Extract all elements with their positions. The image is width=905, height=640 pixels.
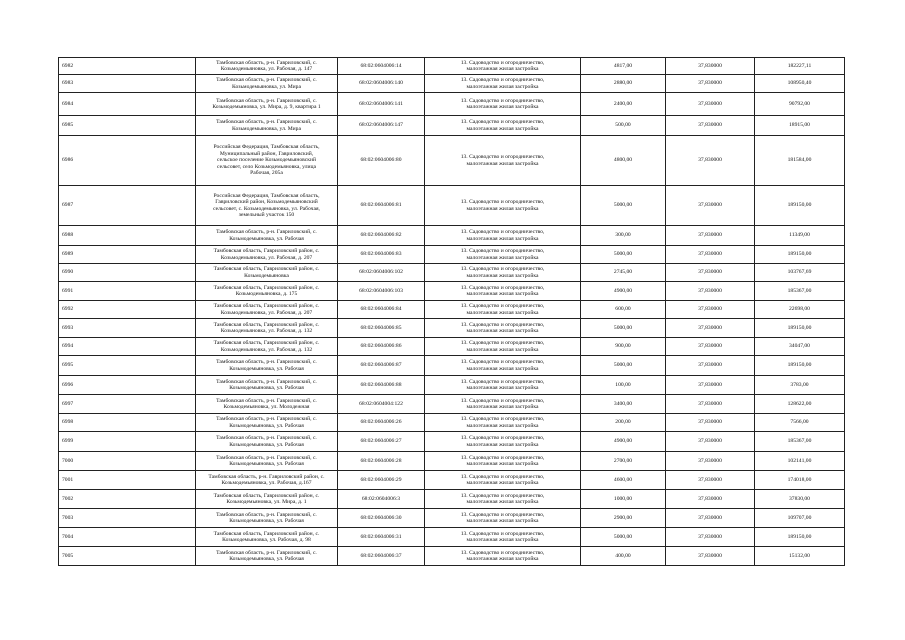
- cadastral-value-cell: 128622,00: [755, 395, 845, 414]
- land-use-cell: [425, 490, 581, 509]
- cadastral-value-cell: 189150,00: [755, 528, 845, 547]
- address-cell-line: Тамбовская область, Гавриловский район, с.: [213, 340, 320, 347]
- area-cell: 5000,00: [581, 356, 666, 376]
- address-cell: [196, 490, 338, 509]
- address-cell: [196, 186, 338, 226]
- row-number: 6997: [59, 395, 196, 414]
- land-use-cell-line: малоэтажная жилая застройка: [466, 346, 539, 353]
- area-cell: 5000,00: [581, 186, 666, 226]
- address-cell: [196, 452, 338, 471]
- land-use-cell-line: малоэтажная жилая застройка: [466, 83, 539, 90]
- cadastral-value-cell: 189150,00: [755, 246, 845, 264]
- area-cell: 600,00: [581, 301, 666, 319]
- cadastral-number: 68:02:0604006:83: [338, 246, 425, 264]
- address-cell: [196, 226, 338, 246]
- land-use-cell: [425, 264, 581, 282]
- land-use-cell: [425, 226, 581, 246]
- land-use-cell-line: 13. Садоводство и огородничество,: [460, 266, 545, 273]
- address-cell-line: сельсовет, село Козьмодемьяновка, улица: [217, 163, 316, 170]
- address-cell-line: Тамбовская область, р-н. Гавриловский, с.: [216, 378, 317, 385]
- address-cell-line: Козьмодемьяновка, ул. Рабочая: [229, 518, 304, 524]
- cadastral-value-cell: 90792,00: [755, 93, 845, 116]
- cadastral-number: 68:02:0604006:3: [338, 490, 425, 509]
- cadastral-value-cell: 15132,00: [755, 547, 845, 566]
- land-use-cell-line: 13. Садоводство и огородничество,: [460, 397, 545, 404]
- address-cell-line: Козьмодемьяновка, ул. Рабочая, д. 147: [220, 66, 313, 72]
- cadastral-number: 68:02:0604006:87: [338, 356, 425, 376]
- address-cell-line: Козьмодемьяновка, ул. Рабочая, д.167: [221, 480, 312, 486]
- land-use-cell-line: 13. Садоводство и огородничество,: [460, 229, 545, 236]
- row-number: 6987: [59, 186, 196, 226]
- row-number: 6986: [59, 136, 196, 186]
- specific-value-cell: 37,830000: [666, 116, 755, 136]
- address-cell-line: Тамбовская область, Гавриловский район, с.: [213, 284, 320, 291]
- area-cell: 4900,00: [581, 432, 666, 452]
- land-use-cell: [425, 246, 581, 264]
- table-row: [59, 509, 845, 528]
- row-number: 7005: [59, 547, 196, 566]
- address-cell: [196, 319, 338, 338]
- cadastral-number: 68:02:0604006:29: [338, 471, 425, 490]
- address-cell-line: Козьмодемьяновка, ул. Рабочая: [229, 235, 304, 242]
- land-use-cell: [425, 301, 581, 319]
- land-use-cell-line: 13. Садоводство и огородничество,: [460, 549, 545, 556]
- land-use-cell-line: 13. Садоводство и огородничество,: [460, 303, 545, 310]
- land-use-cell: [425, 319, 581, 338]
- land-use-cell-line: малоэтажная жилая застройка: [466, 365, 539, 372]
- address-cell-line: Козьмодемьяновка, ул. Мира, д. 1: [226, 499, 307, 505]
- address-cell-line: Тамбовская область, р-н. Гавриловский, с.: [216, 229, 317, 236]
- land-use-cell: [425, 338, 581, 356]
- cadastral-value-cell: 108950,40: [755, 75, 845, 93]
- cadastral-number: 68:02:0604006:84: [338, 301, 425, 319]
- address-cell: [196, 395, 338, 414]
- specific-value-cell: 37,830000: [666, 58, 755, 75]
- land-use-cell: [425, 376, 581, 395]
- table-row: [59, 338, 845, 356]
- land-use-cell: [425, 356, 581, 376]
- land-use-cell: [425, 509, 581, 528]
- specific-value-cell: 37,830000: [666, 301, 755, 319]
- land-use-cell-line: 13. Садоводство и огородничество,: [460, 340, 545, 347]
- cadastral-number: 68:02:0604006:85: [338, 319, 425, 338]
- specific-value-cell: 37,830000: [666, 452, 755, 471]
- table-row: [59, 528, 845, 547]
- address-cell: [196, 356, 338, 376]
- land-use-cell-line: 13. Садоводство и огородничество,: [460, 530, 545, 537]
- row-number: 6993: [59, 319, 196, 338]
- address-cell-line: Козьмодемьяновка, ул. Рабочая, д. 98: [222, 537, 311, 543]
- address-cell-line: сельское поселение Козьмодемьяновский: [217, 157, 316, 164]
- address-cell-line: Тамбовская область, р-н. Гавриловский, с.: [216, 397, 317, 404]
- specific-value-cell: 37,830000: [666, 432, 755, 452]
- land-use-cell-line: малоэтажная жилая застройка: [466, 125, 539, 132]
- address-cell-line: Козьмодемьяновка, ул. Рабочая: [229, 365, 304, 372]
- row-number: 6989: [59, 246, 196, 264]
- address-cell-line: Козьмодемьяновка, д. 175: [235, 291, 298, 297]
- specific-value-cell: 37,830000: [666, 376, 755, 395]
- cadastral-number: 68:02:0604006:141: [338, 93, 425, 116]
- address-cell: [196, 136, 338, 186]
- cadastral-value-cell: 103767,69: [755, 264, 845, 282]
- table-row: [59, 471, 845, 490]
- address-cell-line: Козьмодемьяновка, ул. Рабочая, д. 132: [220, 328, 313, 334]
- table-row: [59, 395, 845, 414]
- address-cell-line: Тамбовская область, Гавриловский район, с.: [213, 248, 320, 255]
- land-use-cell: [425, 414, 581, 432]
- land-use-cell-line: малоэтажная жилая застройка: [466, 328, 539, 334]
- address-cell-line: Тамбовская область, Гавриловский район, с.: [213, 530, 320, 537]
- row-number: 6996: [59, 376, 196, 395]
- cadastral-value-cell: 22698,00: [755, 301, 845, 319]
- table-row: [59, 75, 845, 93]
- area-cell: 5000,00: [581, 319, 666, 338]
- table-row: [59, 452, 845, 471]
- row-number: 7002: [59, 490, 196, 509]
- land-use-cell-line: 13. Садоводство и огородничество,: [460, 321, 545, 328]
- land-use-cell: [425, 528, 581, 547]
- area-cell: 500,00: [581, 116, 666, 136]
- address-cell: [196, 116, 338, 136]
- cadastral-number: 68:02:0604006:88: [338, 376, 425, 395]
- area-cell: 2700,00: [581, 452, 666, 471]
- area-cell: 900,00: [581, 338, 666, 356]
- address-cell-line: Козьмодемьяновка, ул. Молодежная: [223, 404, 310, 410]
- area-cell: 1000,00: [581, 490, 666, 509]
- cadastral-value-cell: 3783,00: [755, 376, 845, 395]
- cadastral-value-cell: 181584,00: [755, 136, 845, 186]
- table-row: [59, 246, 845, 264]
- area-cell: 4800,00: [581, 136, 666, 186]
- land-use-cell-line: 13. Садоводство и огородничество,: [460, 154, 545, 161]
- cadastral-value-cell: 189150,00: [755, 356, 845, 376]
- specific-value-cell: 37,830000: [666, 490, 755, 509]
- address-cell-line: Тамбовская область, р-н. Гавриловский, с.: [216, 59, 317, 66]
- cadastral-value-cell: 185367,00: [755, 432, 845, 452]
- land-use-cell: [425, 93, 581, 116]
- land-use-cell: [425, 432, 581, 452]
- address-cell: [196, 246, 338, 264]
- address-cell-line: Тамбовская область, р-н. Гавриловский, с.: [216, 435, 317, 442]
- land-use-cell-line: малоэтажная жилая застройка: [466, 160, 539, 167]
- area-cell: 400,00: [581, 547, 666, 566]
- specific-value-cell: 37,830000: [666, 509, 755, 528]
- land-use-cell-line: малоэтажная жилая застройка: [466, 309, 539, 316]
- address-cell-line: Козьмодемьяновка, ул. Рабочая: [229, 461, 304, 467]
- specific-value-cell: 37,830000: [666, 356, 755, 376]
- cadastral-number: 68:02:0604006:81: [338, 186, 425, 226]
- land-use-cell-line: малоэтажная жилая застройка: [466, 480, 539, 486]
- cadastral-value-cell: 182227,11: [755, 58, 845, 75]
- row-number: 6988: [59, 226, 196, 246]
- address-cell-line: Козьмодемьяновка, ул. Рабочая: [229, 556, 304, 562]
- land-use-cell: [425, 186, 581, 226]
- area-cell: 2745,00: [581, 264, 666, 282]
- specific-value-cell: 37,830000: [666, 93, 755, 116]
- table-row: [59, 58, 845, 75]
- address-cell-line: Рабочая, 205а: [250, 170, 283, 177]
- specific-value-cell: 37,830000: [666, 75, 755, 93]
- land-use-cell: [425, 547, 581, 566]
- cadastral-number: 68:02:0604006:82: [338, 226, 425, 246]
- area-cell: 4600,00: [581, 471, 666, 490]
- land-use-cell-line: 13. Садоводство и огородничество,: [460, 199, 545, 206]
- specific-value-cell: 37,830000: [666, 471, 755, 490]
- address-cell: [196, 471, 338, 490]
- row-number: 7001: [59, 471, 196, 490]
- area-cell: 3400,00: [581, 395, 666, 414]
- specific-value-cell: 37,830000: [666, 264, 755, 282]
- land-use-cell-line: 13. Садоводство и огородничество,: [460, 511, 545, 518]
- address-cell-line: Козьмодемьяновка: [244, 272, 289, 279]
- address-cell: [196, 376, 338, 395]
- cadastral-number: 68:02:0604006:102: [338, 264, 425, 282]
- address-cell: [196, 547, 338, 566]
- address-cell-line: Тамбовская область, р-н. Гавриловский, с.: [216, 416, 317, 423]
- land-use-cell-line: 13. Садоводство и огородничество,: [460, 359, 545, 366]
- area-cell: 5000,00: [581, 528, 666, 547]
- land-use-cell-line: 13. Садоводство и огородничество,: [460, 248, 545, 255]
- table-row: [59, 490, 845, 509]
- land-use-cell-line: 13. Садоводство и огородничество,: [460, 473, 545, 480]
- address-cell-line: земельный участок 150: [238, 211, 295, 218]
- land-use-cell-line: 13. Садоводство и огородничество,: [460, 97, 545, 104]
- row-number: 7003: [59, 509, 196, 528]
- land-use-cell-line: малоэтажная жилая застройка: [466, 205, 539, 212]
- specific-value-cell: 37,830000: [666, 282, 755, 301]
- specific-value-cell: 37,830000: [666, 338, 755, 356]
- table-row: [59, 376, 845, 395]
- area-cell: 100,00: [581, 376, 666, 395]
- address-cell-line: Тамбовская область, р-н. Гавриловский район, с.: [208, 473, 325, 480]
- address-cell: [196, 282, 338, 301]
- address-cell-line: Тамбовская область, р-н. Гавриловский, с.: [216, 511, 317, 518]
- land-use-cell-line: 13. Садоводство и огородничество,: [460, 59, 545, 66]
- area-cell: 200,00: [581, 414, 666, 432]
- specific-value-cell: 37,830000: [666, 395, 755, 414]
- row-number: 6990: [59, 264, 196, 282]
- cadastral-number: 68:02:0604006:30: [338, 509, 425, 528]
- address-cell: [196, 93, 338, 116]
- land-use-cell-line: малоэтажная жилая застройка: [466, 537, 539, 543]
- cadastral-value-cell: 11349,00: [755, 226, 845, 246]
- land-use-cell: [425, 136, 581, 186]
- cadastral-value-cell: 102141,00: [755, 452, 845, 471]
- cadastral-number: 68:02:0604006:37: [338, 547, 425, 566]
- land-use-cell-line: малоэтажная жилая застройка: [466, 499, 539, 505]
- address-cell-line: Тамбовская область, Гавриловский район, с.: [213, 266, 320, 273]
- address-cell-line: Муниципальный район, Гавриловский,: [219, 150, 314, 157]
- land-use-cell: [425, 282, 581, 301]
- address-cell-line: Козьмодемьяновка, ул. Мира: [232, 125, 301, 132]
- land-use-cell-line: 13. Садоводство и огородничество,: [460, 492, 545, 499]
- address-cell-line: Козьмодемьяновка, ул. Рабочая: [229, 441, 304, 448]
- land-use-cell: [425, 75, 581, 93]
- land-use-cell-line: малоэтажная жилая застройка: [466, 235, 539, 242]
- cadastral-number: 68:02:0604006:103: [338, 282, 425, 301]
- row-number: 6984: [59, 93, 196, 116]
- area-cell: 2880,00: [581, 75, 666, 93]
- land-use-cell-line: 13. Садоводство и огородничество,: [460, 284, 545, 291]
- land-use-cell-line: 13. Садоводство и огородничество,: [460, 119, 545, 126]
- cadastral-value-cell: 34047,00: [755, 338, 845, 356]
- address-cell-line: Козьмодемьяновка, ул. Рабочая: [229, 422, 304, 429]
- address-cell-line: Козьмодемьяновка, ул. Рабочая, д. 207: [220, 254, 313, 261]
- land-use-cell-line: 13. Садоводство и огородничество,: [460, 378, 545, 385]
- row-number: 6998: [59, 414, 196, 432]
- table-row: [59, 226, 845, 246]
- specific-value-cell: 37,830000: [666, 547, 755, 566]
- cadastral-value-cell: 185367,00: [755, 282, 845, 301]
- land-use-cell-line: малоэтажная жилая застройка: [466, 422, 539, 429]
- row-number: 6999: [59, 432, 196, 452]
- area-cell: 2400,00: [581, 93, 666, 116]
- address-cell: [196, 75, 338, 93]
- area-cell: 5000,00: [581, 246, 666, 264]
- cadastral-value-cell: 18915,00: [755, 116, 845, 136]
- specific-value-cell: 37,830000: [666, 136, 755, 186]
- row-number: 6991: [59, 282, 196, 301]
- table-row: [59, 186, 845, 226]
- row-number: 6994: [59, 338, 196, 356]
- area-cell: 4817,00: [581, 58, 666, 75]
- address-cell: [196, 338, 338, 356]
- land-use-cell-line: малоэтажная жилая застройка: [466, 461, 539, 467]
- address-cell: [196, 264, 338, 282]
- land-use-cell-line: 13. Садоводство и огородничество,: [460, 77, 545, 84]
- address-cell-line: Тамбовская область, Гавриловский район, с.: [213, 303, 320, 310]
- table-row: [59, 116, 845, 136]
- specific-value-cell: 37,830000: [666, 186, 755, 226]
- area-cell: 2900,00: [581, 509, 666, 528]
- address-cell-line: Российская Федерация, Тамбовская область,: [213, 144, 320, 151]
- land-use-cell-line: 13. Садоводство и огородничество,: [460, 454, 545, 461]
- land-use-cell-line: 13. Садоводство и огородничество,: [460, 435, 545, 442]
- table-row: [59, 93, 845, 116]
- cadastral-value-cell: 37830,00: [755, 490, 845, 509]
- address-cell: [196, 432, 338, 452]
- cadastral-number: 68:02:0604006:31: [338, 528, 425, 547]
- land-use-cell: [425, 116, 581, 136]
- cadastral-number: 68:02:0604006:147: [338, 116, 425, 136]
- cadastral-number: 68:02:0604006:80: [338, 136, 425, 186]
- land-use-cell-line: малоэтажная жилая застройка: [466, 272, 539, 279]
- address-cell: [196, 414, 338, 432]
- specific-value-cell: 37,830000: [666, 414, 755, 432]
- row-number: 6983: [59, 75, 196, 93]
- table-row: [59, 282, 845, 301]
- row-number: 7000: [59, 452, 196, 471]
- land-use-cell-line: малоэтажная жилая застройка: [466, 441, 539, 448]
- address-cell-line: Козьмодемьяновка, ул. Рабочая: [229, 385, 304, 391]
- address-cell-line: Тамбовская область, р-н. Гавриловский, с.: [216, 454, 317, 461]
- area-cell: 4900,00: [581, 282, 666, 301]
- land-use-cell-line: 13. Садоводство и огородничество,: [460, 416, 545, 423]
- land-use-cell: [425, 58, 581, 75]
- table-row: [59, 319, 845, 338]
- land-use-cell-line: малоэтажная жилая застройка: [466, 404, 539, 410]
- land-use-cell-line: малоэтажная жилая застройка: [466, 104, 539, 110]
- cadastral-value-cell: 189150,00: [755, 186, 845, 226]
- address-cell-line: Гавриловский район, Козьмодемьяновский: [215, 199, 318, 206]
- address-cell-line: сельсовет, с. Козьмодемьяновка, ул. Рабочая,: [213, 205, 320, 212]
- land-use-cell-line: малоэтажная жилая застройка: [466, 254, 539, 261]
- address-cell-line: Тамбовская область, Гавриловский район, с.: [213, 492, 320, 499]
- table-row: [59, 356, 845, 376]
- specific-value-cell: 37,830000: [666, 226, 755, 246]
- cadastral-value-cell: 7566,00: [755, 414, 845, 432]
- land-use-cell-line: малоэтажная жилая застройка: [466, 66, 539, 72]
- address-cell: [196, 58, 338, 75]
- address-cell-line: Тамбовская область, р-н. Гавриловский, с.: [216, 359, 317, 366]
- land-use-cell: [425, 452, 581, 471]
- land-use-cell: [425, 395, 581, 414]
- land-use-cell-line: малоэтажная жилая застройка: [466, 556, 539, 562]
- cadastral-number: 68:02:0604004:122: [338, 395, 425, 414]
- address-cell: [196, 528, 338, 547]
- address-cell-line: Козьмодемьяновка, ул. Рабочая, д. 132: [220, 346, 313, 353]
- table-row: [59, 264, 845, 282]
- cadastral-number: 68:02:0604006:26: [338, 414, 425, 432]
- cadastral-number: 68:02:0604006:27: [338, 432, 425, 452]
- specific-value-cell: 37,830000: [666, 246, 755, 264]
- specific-value-cell: 37,830000: [666, 528, 755, 547]
- address-cell-line: Тамбовская область, р-н. Гавриловский, с.: [216, 549, 317, 556]
- cadastral-value-cell: 189150,00: [755, 319, 845, 338]
- table-row: [59, 432, 845, 452]
- address-cell-line: Тамбовская область, Гавриловский район, с.: [213, 321, 320, 328]
- cadastral-value-cell: 109707,00: [755, 509, 845, 528]
- address-cell-line: Тамбовская область, р-н. Гавриловский, с.: [216, 97, 317, 104]
- land-use-cell-line: малоэтажная жилая застройка: [466, 518, 539, 524]
- address-cell-line: Тамбовская область, р-н. Гавриловский, с.: [216, 119, 317, 126]
- land-cadastral-value-table: [58, 57, 845, 566]
- specific-value-cell: 37,830000: [666, 319, 755, 338]
- row-number: 6992: [59, 301, 196, 319]
- address-cell-line: Козьмодемьяновка, ул. Рабочая, д. 207: [220, 309, 313, 316]
- table-body: [59, 58, 845, 566]
- cadastral-number: 68:02:0604006:140: [338, 75, 425, 93]
- cadastral-number: 68:02:0604006:86: [338, 338, 425, 356]
- row-number: 6985: [59, 116, 196, 136]
- row-number: 6995: [59, 356, 196, 376]
- cadastral-number: 68:02:0604006:28: [338, 452, 425, 471]
- land-use-cell: [425, 471, 581, 490]
- land-use-cell-line: малоэтажная жилая застройка: [466, 385, 539, 391]
- table-row: [59, 414, 845, 432]
- address-cell: [196, 301, 338, 319]
- table-row: [59, 301, 845, 319]
- address-cell-line: Козьмодемьяновка, ул. Мира, д. 9, квартира 1: [212, 104, 321, 110]
- address-cell-line: Козьмодемьяновка, ул. Мира: [232, 83, 301, 90]
- table-row: [59, 547, 845, 566]
- row-number: 7004: [59, 528, 196, 547]
- land-use-cell-line: малоэтажная жилая застройка: [466, 291, 539, 297]
- address-cell-line: Российская Федерация, Тамбовская область,: [213, 192, 320, 199]
- cadastral-number: 68:02:0604006:14: [338, 58, 425, 75]
- area-cell: 300,00: [581, 226, 666, 246]
- table-row: [59, 136, 845, 186]
- cadastral-value-cell: 174018,00: [755, 471, 845, 490]
- row-number: 6982: [59, 58, 196, 75]
- address-cell-line: Тамбовская область, р-н. Гавриловский, с.: [216, 77, 317, 84]
- address-cell: [196, 509, 338, 528]
